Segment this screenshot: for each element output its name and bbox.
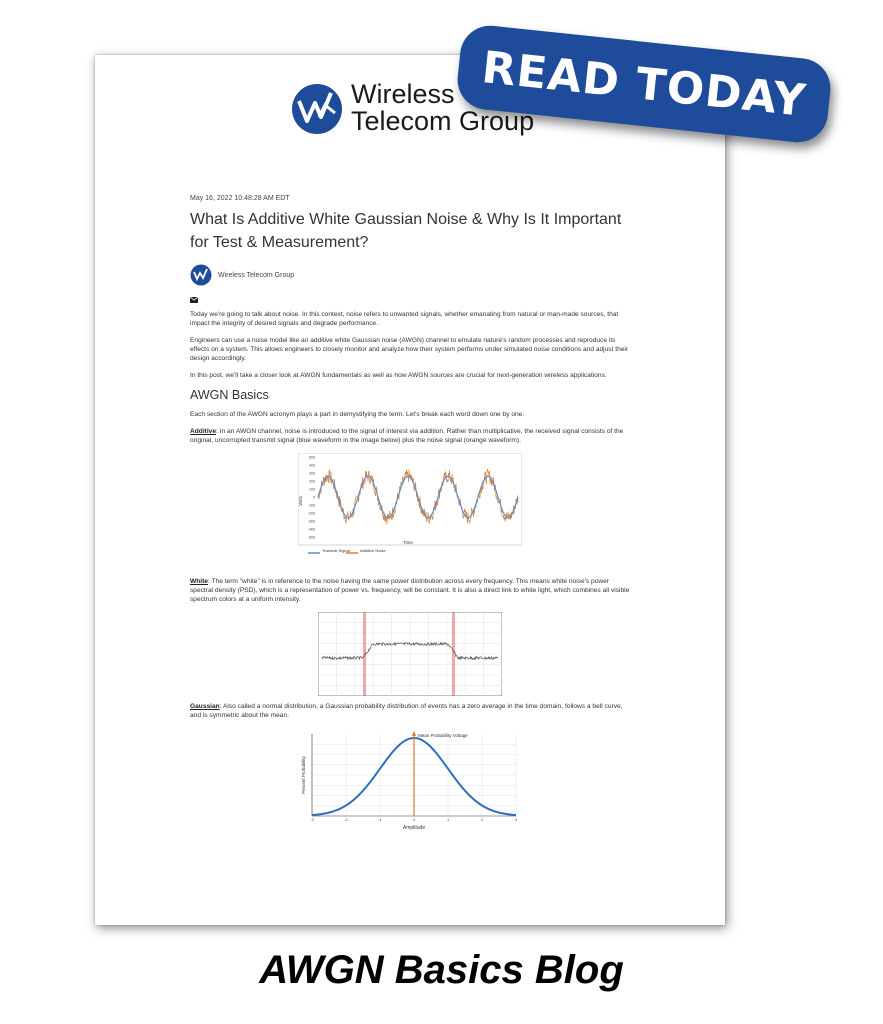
author-name[interactable]: Wireless Telecom Group xyxy=(218,271,295,279)
y-tick-label: -300 xyxy=(307,519,315,524)
x-tick-label: 2 xyxy=(480,818,484,822)
article-title: What Is Additive White Gaussian Noise & Why Is It Important for Test & Measurement? xyxy=(190,211,622,251)
x-axis-label: Time xyxy=(403,540,413,545)
y-tick-label: -200 xyxy=(307,511,315,516)
paragraph-white: White: The term "white" is in reference to the noise having the same power distribution across every frequency. This means white noise's power spectral density (PSD), which is a representation of power vs. frequency, will be constant. It is also a direct link to white light, which combines all visible spectrum colors at a uniform intensity. xyxy=(190,578,630,603)
y-tick-label: 0 xyxy=(313,495,315,500)
y-tick-label: 400 xyxy=(309,463,315,468)
y-tick-label: 200 xyxy=(309,479,315,484)
y-tick-label: 500 xyxy=(309,455,315,460)
x-tick-label: 0 xyxy=(412,818,416,822)
paragraph-additive: Additive: In an AWGN channel, noise is introduced to the signal of interest via addition. Rather than multiplicative, the received signal consists of the original, uncorrupted transmit signal (blue waveform in the image below) plus the noise signal (orange waveform). xyxy=(190,428,624,444)
gaussian-chart xyxy=(300,728,520,832)
author-avatar[interactable] xyxy=(190,264,212,286)
y-tick-label: -500 xyxy=(307,535,315,540)
wtg-logo-icon xyxy=(291,83,343,135)
band-marker-right xyxy=(452,612,455,696)
x-tick-label: -3 xyxy=(310,818,314,822)
mean-annotation: Mean Probability Voltage xyxy=(418,733,468,738)
x-tick-label: 1 xyxy=(446,818,450,822)
section-heading: AWGN Basics xyxy=(190,388,269,402)
post-date: May 16, 2022 10:48:28 AM EDT xyxy=(190,195,290,202)
envelope-icon[interactable] xyxy=(190,296,630,306)
term-gaussian: Gaussian xyxy=(190,703,220,710)
image-caption: AWGN Basics Blog xyxy=(259,948,624,992)
paragraph-gaussian: Gaussian: Also called a normal distribution, a Gaussian probability distribution of events has a zero average in the time domain, follows a bell curve, and is symmetric about the mean. xyxy=(190,703,623,719)
x-tick-label: -2 xyxy=(344,818,348,822)
y-tick-label: -400 xyxy=(307,527,315,532)
y-tick-label: 300 xyxy=(309,471,315,476)
term-additive: Additive xyxy=(190,428,217,435)
y-tick-label: -100 xyxy=(307,503,315,508)
x-tick-label: -1 xyxy=(378,818,382,822)
chart-frame xyxy=(298,453,522,545)
psd-chart xyxy=(318,612,502,696)
x-axis-label: Amplitude xyxy=(402,825,426,831)
mean-arrow-head xyxy=(412,731,416,736)
term-white: White xyxy=(190,578,208,585)
x-tick-label: 3 xyxy=(514,818,518,822)
paragraph-noise-model: Engineers can use a noise model like an additive white Gaussian noise (AWGN) channel to emulate nature's random processes and reproduce its effects on a system. This allows engineers to closely monitor and analyze how their system performs under simulated noise conditions and adjust their design accordingly. xyxy=(190,337,629,362)
y-axis-label: Volts xyxy=(298,496,303,506)
logo-wordmark: Wireless Telecom Group xyxy=(351,79,535,136)
paragraph-acronym: Each section of the AWGN acronym plays a part in demystifying the term. Let's break each word down one by one. xyxy=(190,411,525,418)
y-axis-label: Percent Probability xyxy=(301,756,306,794)
legend-label-transmit: Transmit Signal xyxy=(322,548,350,553)
document-page xyxy=(95,55,725,925)
banner-label: READ TODAY xyxy=(479,41,809,127)
legend-label-noise: Additive Noise xyxy=(360,548,386,553)
additive-waveform-chart xyxy=(298,453,522,571)
chart-legend xyxy=(308,548,386,553)
article-body xyxy=(190,195,630,838)
author-row xyxy=(190,264,630,286)
y-tick-label: 100 xyxy=(309,487,315,492)
paragraph-post-overview: In this post, we'll take a closer look at AWGN fundamentals as well as how AWGN sources are crucial for next-generation wireless applications. xyxy=(190,372,607,379)
intro-paragraph: Today we're going to talk about noise. In this context, noise refers to unwanted signals, whether emanating from natural or man-made sources, that impact the integrity of desired signals and degrade performance. xyxy=(190,311,619,327)
